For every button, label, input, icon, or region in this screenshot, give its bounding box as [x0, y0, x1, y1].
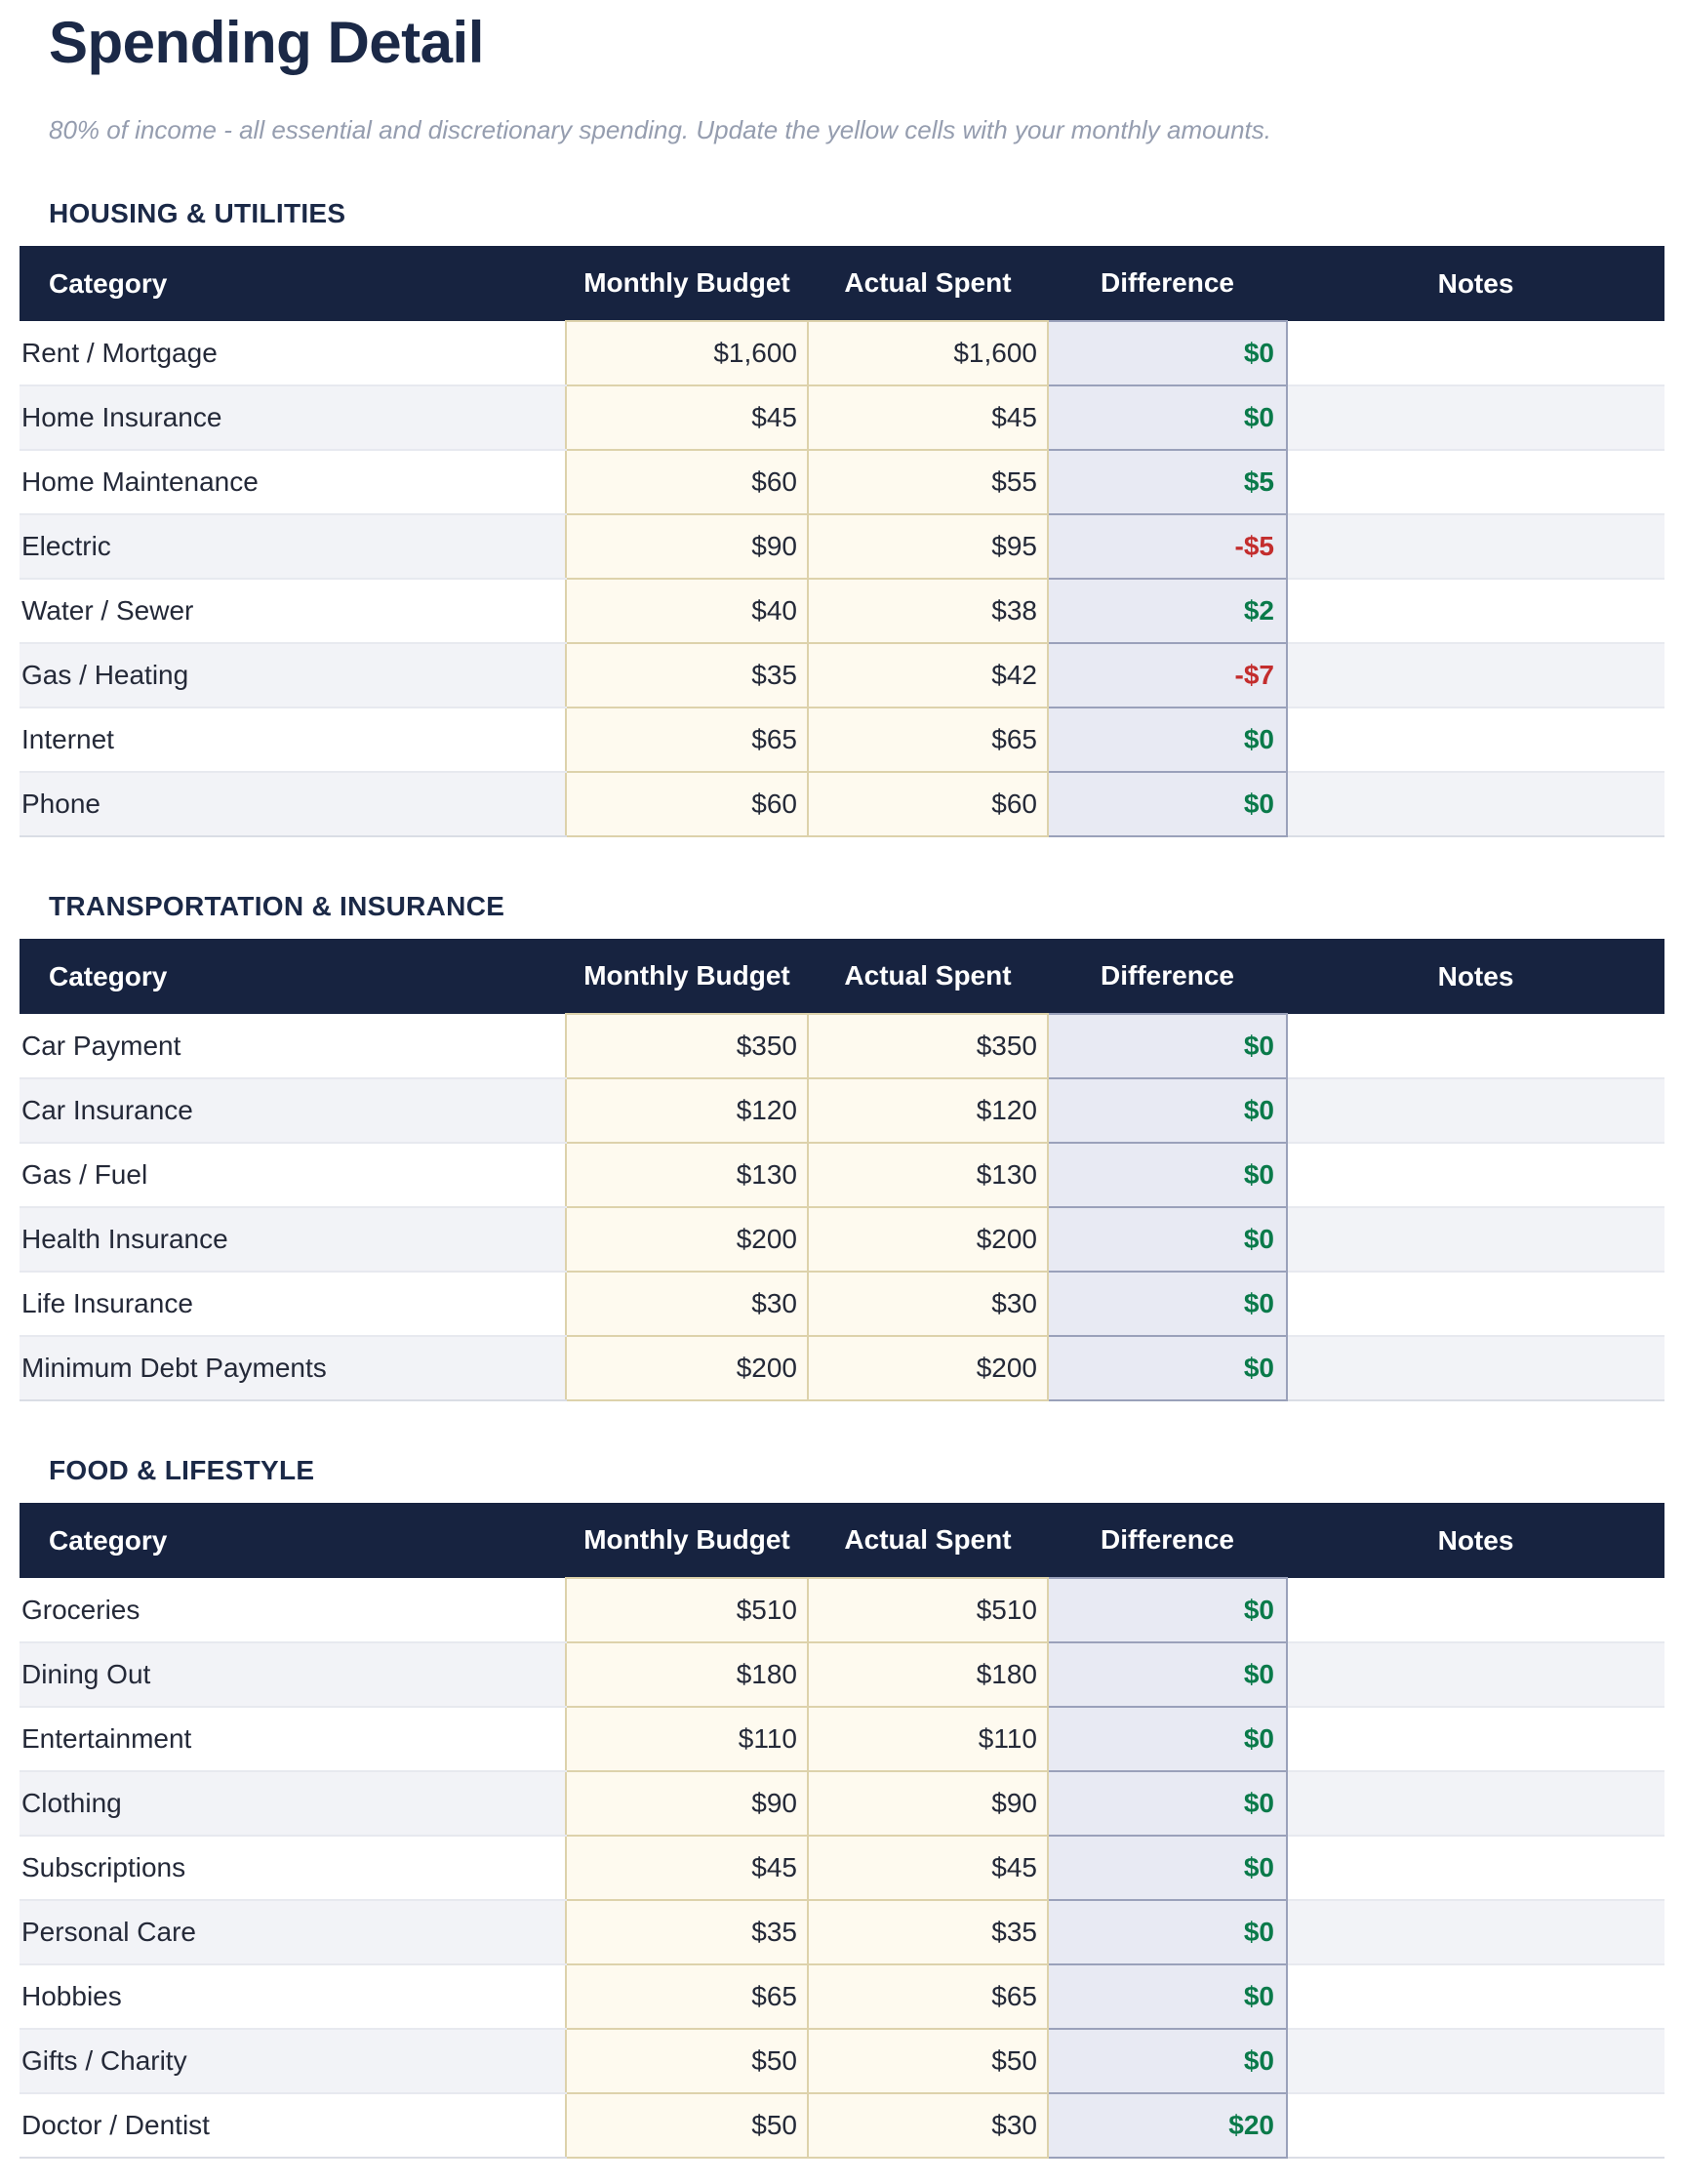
table-row: [20, 772, 1664, 836]
notes-cell: [1287, 772, 1664, 836]
difference-cell: $0: [1048, 321, 1287, 385]
column-header-difference: Difference: [1101, 960, 1234, 991]
notes-cell: [1287, 1771, 1664, 1836]
category-cell: Groceries: [20, 1578, 566, 1642]
column-header-monthly-budget: Monthly Budget: [583, 1524, 790, 1555]
notes-cell: [1287, 1143, 1664, 1207]
notes-cell: [1287, 2093, 1664, 2158]
budget-input-cell[interactable]: $35: [566, 643, 808, 708]
spent-input-cell[interactable]: $1,600: [808, 321, 1048, 385]
column-header-category: Category: [49, 960, 168, 991]
category-cell: Hobbies: [20, 1964, 566, 2029]
notes-cell: [1287, 514, 1664, 579]
difference-cell: $0: [1048, 2029, 1287, 2093]
table-header-row: [20, 1503, 1664, 1578]
budget-input-cell[interactable]: $35: [566, 1900, 808, 1964]
table-row: [20, 2029, 1664, 2093]
category-cell: Gas / Heating: [20, 643, 566, 708]
budget-input-cell[interactable]: $180: [566, 1642, 808, 1707]
column-header-difference: Difference: [1101, 1524, 1234, 1555]
table-row: [20, 1207, 1664, 1272]
budget-input-cell[interactable]: $110: [566, 1707, 808, 1771]
budget-input-cell[interactable]: $1,600: [566, 321, 808, 385]
category-cell: Subscriptions: [20, 1836, 566, 1900]
column-header-actual-spent: Actual Spent: [844, 1524, 1012, 1555]
notes-cell: [1287, 2029, 1664, 2093]
budget-input-cell[interactable]: $120: [566, 1078, 808, 1143]
notes-cell: [1287, 579, 1664, 643]
table-row: [20, 1143, 1664, 1207]
page-subtitle: 80% of income - all essential and discretionary spending. Update the yellow cells with your monthly amounts.: [49, 115, 1271, 144]
table-row: [20, 514, 1664, 579]
spent-input-cell[interactable]: $200: [808, 1336, 1048, 1400]
difference-cell: $5: [1048, 450, 1287, 514]
budget-input-cell[interactable]: $65: [566, 1964, 808, 2029]
table-row: [20, 1272, 1664, 1336]
category-cell: Gifts / Charity: [20, 2029, 566, 2093]
notes-cell: [1287, 1578, 1664, 1642]
category-cell: Minimum Debt Payments: [20, 1336, 566, 1400]
budget-input-cell[interactable]: $350: [566, 1014, 808, 1078]
budget-input-cell[interactable]: $130: [566, 1143, 808, 1207]
difference-cell: $0: [1048, 1707, 1287, 1771]
column-header-monthly-budget: Monthly Budget: [583, 267, 790, 298]
category-cell: Gas / Fuel: [20, 1143, 566, 1207]
category-cell: Electric: [20, 514, 566, 579]
budget-input-cell[interactable]: $200: [566, 1336, 808, 1400]
budget-input-cell[interactable]: $40: [566, 579, 808, 643]
column-header-notes: Notes: [1437, 960, 1514, 991]
notes-cell: [1287, 1014, 1664, 1078]
spent-input-cell[interactable]: $120: [808, 1078, 1048, 1143]
spent-input-cell[interactable]: $130: [808, 1143, 1048, 1207]
category-cell: Rent / Mortgage: [20, 321, 566, 385]
budget-input-cell[interactable]: $60: [566, 772, 808, 836]
spent-input-cell[interactable]: $30: [808, 2093, 1048, 2158]
section-title-food-lifestyle: FOOD & LIFESTYLE: [49, 1455, 315, 1485]
food-lifestyle-table: [20, 1503, 1664, 2159]
spent-input-cell[interactable]: $95: [808, 514, 1048, 579]
table-row: [20, 1642, 1664, 1707]
column-header-notes: Notes: [1437, 267, 1514, 299]
category-cell: Home Maintenance: [20, 450, 566, 514]
table-row: [20, 1836, 1664, 1900]
notes-cell: [1287, 1707, 1664, 1771]
column-header-actual-spent: Actual Spent: [844, 267, 1012, 298]
table-row: [20, 1900, 1664, 1964]
notes-cell: [1287, 1642, 1664, 1707]
difference-cell: $0: [1048, 1642, 1287, 1707]
notes-cell: [1287, 1207, 1664, 1272]
spent-input-cell[interactable]: $55: [808, 450, 1048, 514]
category-cell: Doctor / Dentist: [20, 2093, 566, 2158]
column-header-actual-spent: Actual Spent: [844, 960, 1012, 991]
category-cell: Clothing: [20, 1771, 566, 1836]
table-row: [20, 2093, 1664, 2158]
budget-input-cell[interactable]: $510: [566, 1578, 808, 1642]
housing-utilities-table: [20, 246, 1664, 837]
table-row: [20, 450, 1664, 514]
page-title: Spending Detail: [49, 10, 484, 75]
difference-cell: $0: [1048, 1078, 1287, 1143]
notes-cell: [1287, 1900, 1664, 1964]
notes-cell: [1287, 1078, 1664, 1143]
spent-input-cell[interactable]: $65: [808, 708, 1048, 772]
difference-cell: -$7: [1048, 643, 1287, 708]
difference-cell: $0: [1048, 1836, 1287, 1900]
spent-input-cell[interactable]: $510: [808, 1578, 1048, 1642]
column-header-category: Category: [49, 267, 168, 299]
spent-input-cell[interactable]: $180: [808, 1642, 1048, 1707]
spent-input-cell[interactable]: $90: [808, 1771, 1048, 1836]
category-cell: Personal Care: [20, 1900, 566, 1964]
category-cell: Car Insurance: [20, 1078, 566, 1143]
budget-input-cell[interactable]: $60: [566, 450, 808, 514]
difference-cell: $0: [1048, 385, 1287, 450]
table-row: [20, 321, 1664, 385]
budget-input-cell[interactable]: $65: [566, 708, 808, 772]
category-cell: Home Insurance: [20, 385, 566, 450]
category-cell: Water / Sewer: [20, 579, 566, 643]
spent-input-cell[interactable]: $30: [808, 1272, 1048, 1336]
table-row: [20, 385, 1664, 450]
transportation-insurance-table: [20, 939, 1664, 1401]
budget-input-cell[interactable]: $200: [566, 1207, 808, 1272]
table-header-row: [20, 939, 1664, 1014]
notes-cell: [1287, 1836, 1664, 1900]
spent-input-cell[interactable]: $45: [808, 1836, 1048, 1900]
column-header-category: Category: [49, 1524, 168, 1556]
notes-cell: [1287, 1964, 1664, 2029]
difference-cell: $20: [1048, 2093, 1287, 2158]
difference-cell: $0: [1048, 1578, 1287, 1642]
spent-input-cell[interactable]: $350: [808, 1014, 1048, 1078]
notes-cell: [1287, 1272, 1664, 1336]
category-cell: Car Payment: [20, 1014, 566, 1078]
difference-cell: $0: [1048, 1272, 1287, 1336]
difference-cell: $0: [1048, 772, 1287, 836]
spent-input-cell[interactable]: $110: [808, 1707, 1048, 1771]
category-cell: Health Insurance: [20, 1207, 566, 1272]
difference-cell: $0: [1048, 708, 1287, 772]
table-row: [20, 1578, 1664, 1642]
difference-cell: $0: [1048, 1964, 1287, 2029]
notes-cell: [1287, 450, 1664, 514]
notes-cell: [1287, 385, 1664, 450]
budget-input-cell[interactable]: $50: [566, 2093, 808, 2158]
category-cell: Dining Out: [20, 1642, 566, 1707]
difference-cell: $0: [1048, 1900, 1287, 1964]
spent-input-cell[interactable]: $45: [808, 385, 1048, 450]
difference-cell: $2: [1048, 579, 1287, 643]
table-row: [20, 1707, 1664, 1771]
budget-input-cell[interactable]: $50: [566, 2029, 808, 2093]
table-row: [20, 579, 1664, 643]
spent-input-cell[interactable]: $38: [808, 579, 1048, 643]
notes-cell: [1287, 708, 1664, 772]
table-row: [20, 1078, 1664, 1143]
budget-input-cell[interactable]: $90: [566, 514, 808, 579]
table-row: [20, 708, 1664, 772]
column-header-monthly-budget: Monthly Budget: [583, 960, 790, 991]
spent-input-cell[interactable]: $200: [808, 1207, 1048, 1272]
budget-input-cell[interactable]: $90: [566, 1771, 808, 1836]
table-row: [20, 1336, 1664, 1400]
budget-input-cell[interactable]: $45: [566, 1836, 808, 1900]
difference-cell: $0: [1048, 1771, 1287, 1836]
table-row: [20, 1964, 1664, 2029]
table-row: [20, 643, 1664, 708]
notes-cell: [1287, 1336, 1664, 1400]
category-cell: Entertainment: [20, 1707, 566, 1771]
table-header-row: [20, 246, 1664, 321]
section-title-transportation-insurance: TRANSPORTATION & INSURANCE: [49, 891, 505, 921]
budget-input-cell[interactable]: $30: [566, 1272, 808, 1336]
section-housing-utilities: [20, 198, 1664, 837]
section-transportation-insurance: [20, 891, 1664, 1401]
section-title-housing-utilities: HOUSING & UTILITIES: [49, 198, 346, 228]
table-row: [20, 1771, 1664, 1836]
column-header-notes: Notes: [1437, 1524, 1514, 1556]
category-cell: Internet: [20, 708, 566, 772]
difference-cell: -$5: [1048, 514, 1287, 579]
spent-input-cell[interactable]: $60: [808, 772, 1048, 836]
notes-cell: [1287, 643, 1664, 708]
spent-input-cell[interactable]: $42: [808, 643, 1048, 708]
notes-cell: [1287, 321, 1664, 385]
table-row: [20, 1014, 1664, 1078]
difference-cell: $0: [1048, 1207, 1287, 1272]
category-cell: Phone: [20, 772, 566, 836]
spending-detail-page: [20, 12, 1664, 2159]
column-header-difference: Difference: [1101, 267, 1234, 298]
difference-cell: $0: [1048, 1336, 1287, 1400]
section-food-lifestyle: [20, 1455, 1664, 2159]
difference-cell: $0: [1048, 1143, 1287, 1207]
spent-input-cell[interactable]: $65: [808, 1964, 1048, 2029]
spent-input-cell[interactable]: $50: [808, 2029, 1048, 2093]
budget-input-cell[interactable]: $45: [566, 385, 808, 450]
difference-cell: $0: [1048, 1014, 1287, 1078]
category-cell: Life Insurance: [20, 1272, 566, 1336]
spent-input-cell[interactable]: $35: [808, 1900, 1048, 1964]
